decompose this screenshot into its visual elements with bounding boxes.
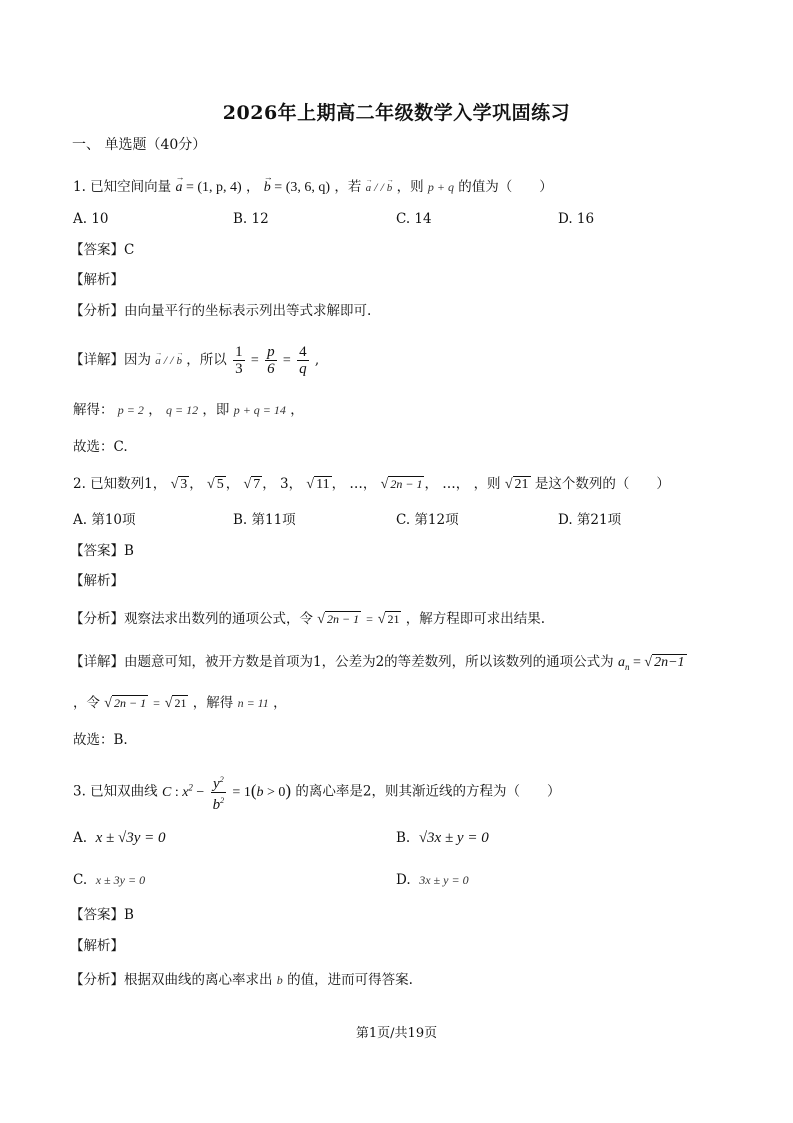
q3-jiexi: 【解析】 [70,938,124,954]
q3-stem: 3. 已知双曲线 C : $x^2$ − $\frac{y^2}{b^2}$ = 1(b > 0) 的离心率是2，则其渐近线的方程为（ ） [73,770,560,813]
q1-analysis: 【分析】由向量平行的坐标表示列出等式求解即可. [70,303,372,319]
q2-option-d: D. 第21项 [558,512,622,528]
page-footer: 第1页/共19页 [355,1026,438,1041]
q2-answer: 【答案】B [70,543,134,559]
page-title: 2026年上期高二年级数学入学巩固练习 [222,102,571,124]
q2-option-c: C. 第12项 [396,512,459,528]
q2-choice: 故选：B. [73,732,128,748]
q2-option-a: A. 第10项 [73,512,136,528]
p-plus-q: p + q [427,180,454,194]
q1-option-a: A. 10 [73,211,109,227]
q2-detail: 【详解】由题意可知，被开方数是首项为1，公差为2的等差数列，所以该数列的通项公式为 $a_n$ = √ 2n−1 [70,654,685,672]
q2-stem: 2. 已知数列1， √ 3 ， √ 5 ， √ 7 ， 3， √ 11 ， …， √ 2n − 1 ， …， ，则 √ 21 是这个数列的（ ） [73,476,670,492]
q1-detail: 【详解】因为 → a / / → b ，所以 $\frac{1}{3}$ = $\frac{p}{6}$ = $\frac{4}{q}$ , [70,342,319,379]
vector-b: → b = (3, 6, q) [264,180,330,195]
q1-option-d: D. 16 [558,211,595,227]
hyperbola-equation: C : $x^2$ − [161,782,205,800]
q2-jiexi: 【解析】 [70,573,124,589]
q1-stem: 1. 已知空间向量 → a = (1, p, 4) ， → b = (3, 6, q) ，若 → a / / → b ，则 p + q 的值为（ ） [73,177,553,198]
q2-analysis: 【分析】观察法求出数列的通项公式，令 √ 2n − 1 = √ 21 ，解方程即可求出结果. [70,611,546,627]
q1-choice: 故选：C. [73,439,128,455]
vector-a: → a = (1, p, 4) [175,180,241,195]
q1-option-b: B. 12 [233,211,269,227]
q3-option-a: A. x ± √3y = 0 [73,830,166,846]
q1-jiexi: 【解析】 [70,272,124,288]
section-heading: 一、 单选题（40分） [72,137,207,153]
q3-analysis: 【分析】根据双曲线的离心率求出 b 的值，进而可得答案. [70,972,413,988]
parallel-condition: → a / / → b [366,180,393,194]
q2-option-b: B. 第11项 [233,512,296,528]
q3-option-d: D. 3x ± y = 0 [396,872,469,888]
q1-solve: 解得： p = 2 ， q = 12 ，即 p + q = 14 ， [73,402,304,418]
q3-answer: 【答案】B [70,907,134,923]
q3-option-b: B. √3x ± y = 0 [396,830,489,846]
q1-option-c: C. 14 [396,211,432,227]
q1-answer: 【答案】C [70,242,135,258]
q2-detail-cont: ，令 √ 2n − 1 = √ 21 ，解得 n = 11 ， [73,695,287,711]
q3-option-c: C. x ± 3y = 0 [73,872,146,888]
